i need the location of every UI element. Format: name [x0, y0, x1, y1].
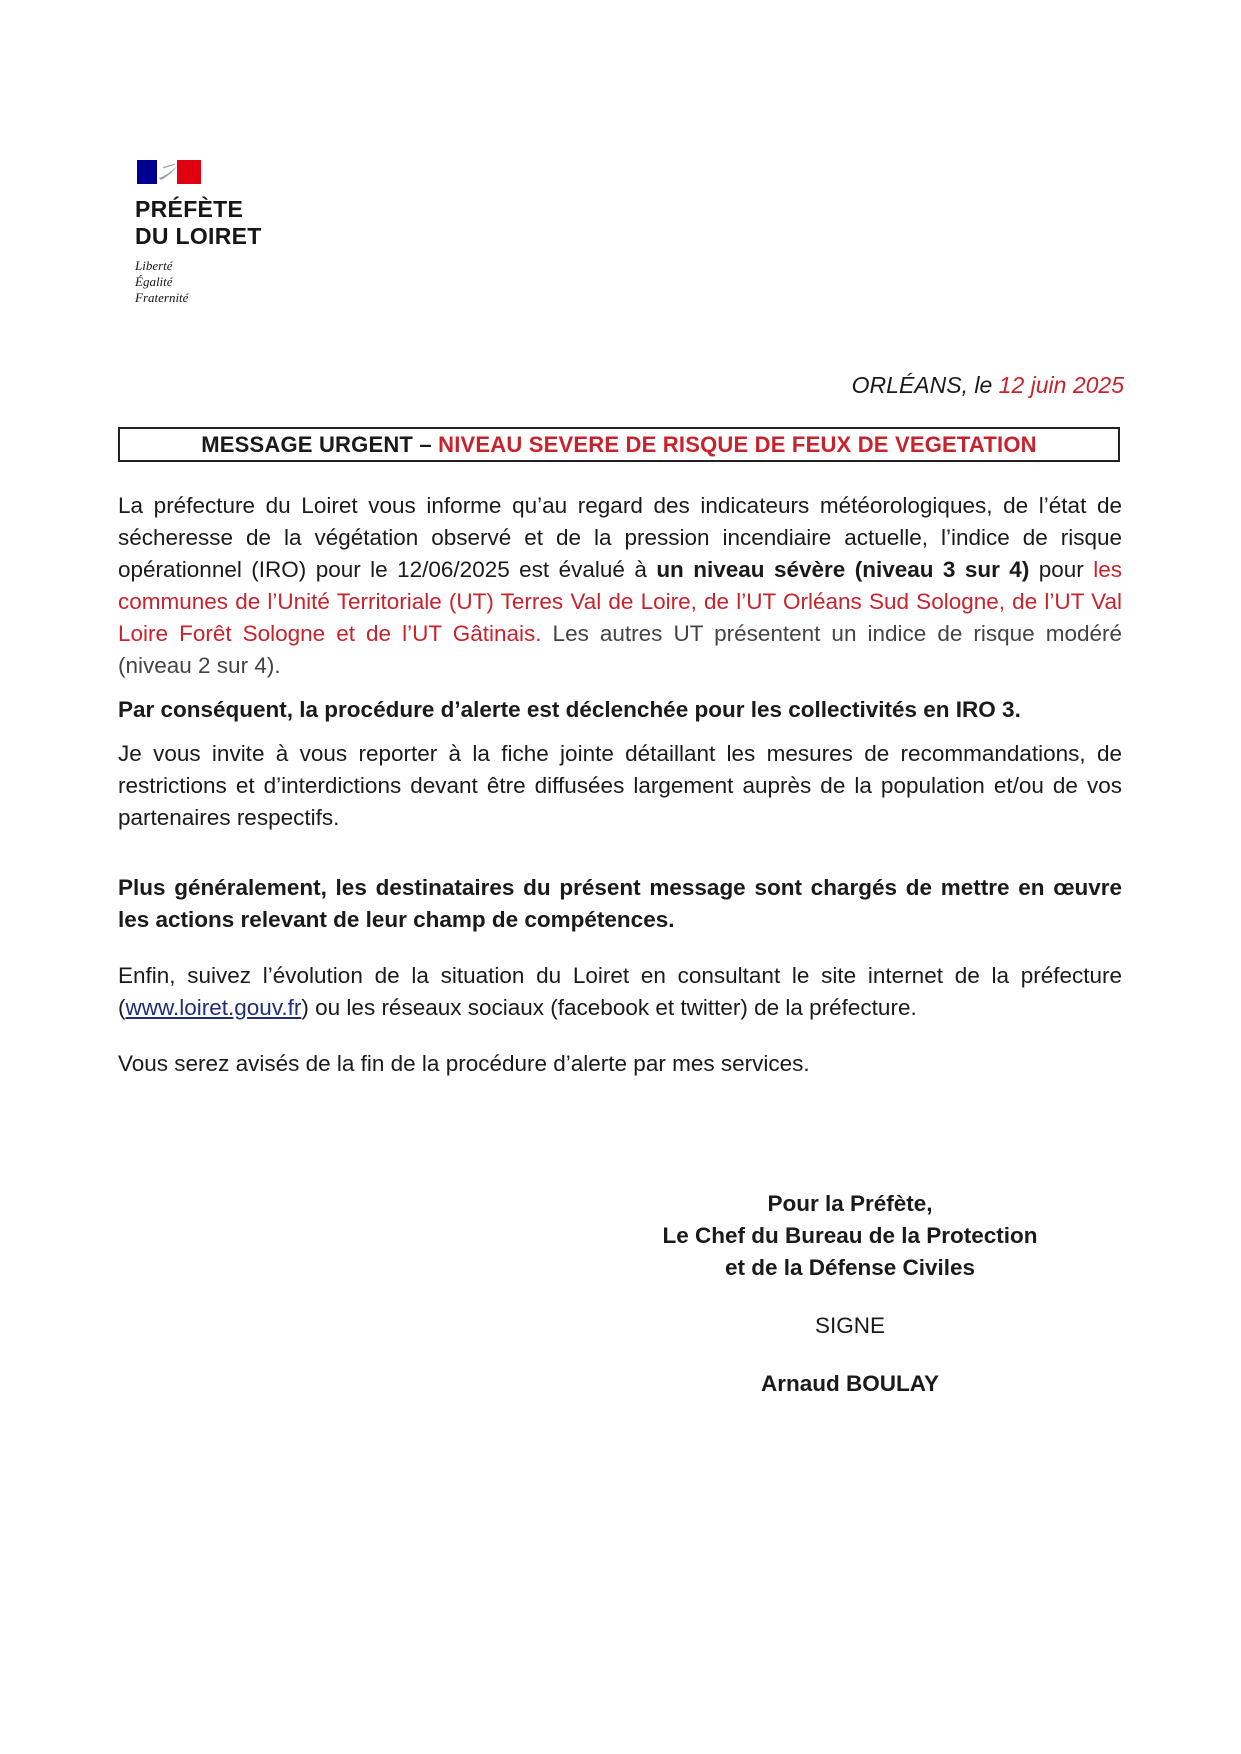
p1-severity: un niveau sévère (niveau 3 sur 4) [656, 557, 1030, 582]
message-body [118, 490, 1122, 1080]
paragraph-follow-situation [118, 960, 1122, 1024]
prefecture-website-link[interactable]: www.loiret.gouv.fr [125, 995, 302, 1020]
republic-motto [135, 258, 295, 306]
title-highlight: NIVEAU SEVERE DE RISQUE DE FEUX DE VEGETATION [438, 431, 1037, 457]
document-date: 12 juin 2025 [998, 372, 1124, 398]
paragraph-end-notice: Vous serez avisés de la fin de la procédure d’alerte par mes services. [118, 1051, 810, 1076]
signature-line1: Pour la Préfète, [767, 1191, 933, 1216]
motto-fraternite: Fraternité [135, 290, 189, 305]
signature-line2: Le Chef du Bureau de la Protection [662, 1223, 1038, 1248]
paragraph-attached-sheet: Je vous invite à vous reporter à la fiche jointe détaillant les mesures de recommandations, de restrictions et d’interdictions devant être diffusées largement auprès de la population et/ou de vos partenaires respectifs. [118, 741, 1122, 830]
p1-other-areas: Les autres UT présentent un indice de risque modéré (niveau 2 sur 4). [118, 621, 1122, 678]
p1-affected-areas: les communes de l’Unité Territoriale (UT) Terres Val de Loire, de l’UT Orléans Sud Sologne, de l’UT Val Loire Forêt Sologne et de l’UT Gâtinais. [118, 557, 1122, 646]
prefecture-logo [135, 160, 295, 306]
motto-egalite: Égalité [135, 274, 173, 289]
signature-block [600, 1188, 1100, 1400]
paragraph-recipients: Plus généralement, les destinataires du présent message sont chargés de mettre en œuvre les actions relevant de leur champ de compétences. [118, 875, 1122, 932]
p1-text-b: pour [1029, 557, 1094, 582]
message-title [118, 427, 1120, 462]
prefecture-name [135, 196, 295, 250]
date-line [852, 372, 1124, 399]
p5-text-a: Enfin, suivez l’évolution de la situation du Loiret en consultant le site internet de la préfecture ( [118, 963, 1122, 1020]
motto-liberte: Liberté [135, 258, 173, 273]
city-label: ORLÉANS, le [851, 372, 993, 398]
paragraph-risk-level [118, 490, 1122, 682]
paragraph-alert-procedure: Par conséquent, la procédure d’alerte est déclenchée pour les collectivités en IRO 3. [118, 697, 1021, 722]
prefecture-name-line2: DU LOIRET [135, 223, 262, 249]
p5-text-b: ) ou les réseaux sociaux (facebook et twitter) de la préfecture. [301, 995, 917, 1020]
p1-text-a: La préfecture du Loiret vous informe qu’au regard des indicateurs météorologiques, de l’état de sécheresse de la végétation observé et de la pression incendiaire actuelle, l’indice de risque opérationnel (IRO) pour le 12/06/2025 est évalué à [118, 493, 1122, 582]
signed-mention: SIGNE [814, 1313, 886, 1338]
marianne-flag-icon [137, 160, 201, 184]
signature-line3: et de la Défense Civiles [724, 1255, 976, 1280]
signatory-name: Arnaud BOULAY [761, 1371, 939, 1396]
prefecture-name-line1: PRÉFÈTE [135, 196, 244, 222]
title-prefix: MESSAGE URGENT – [201, 431, 439, 457]
